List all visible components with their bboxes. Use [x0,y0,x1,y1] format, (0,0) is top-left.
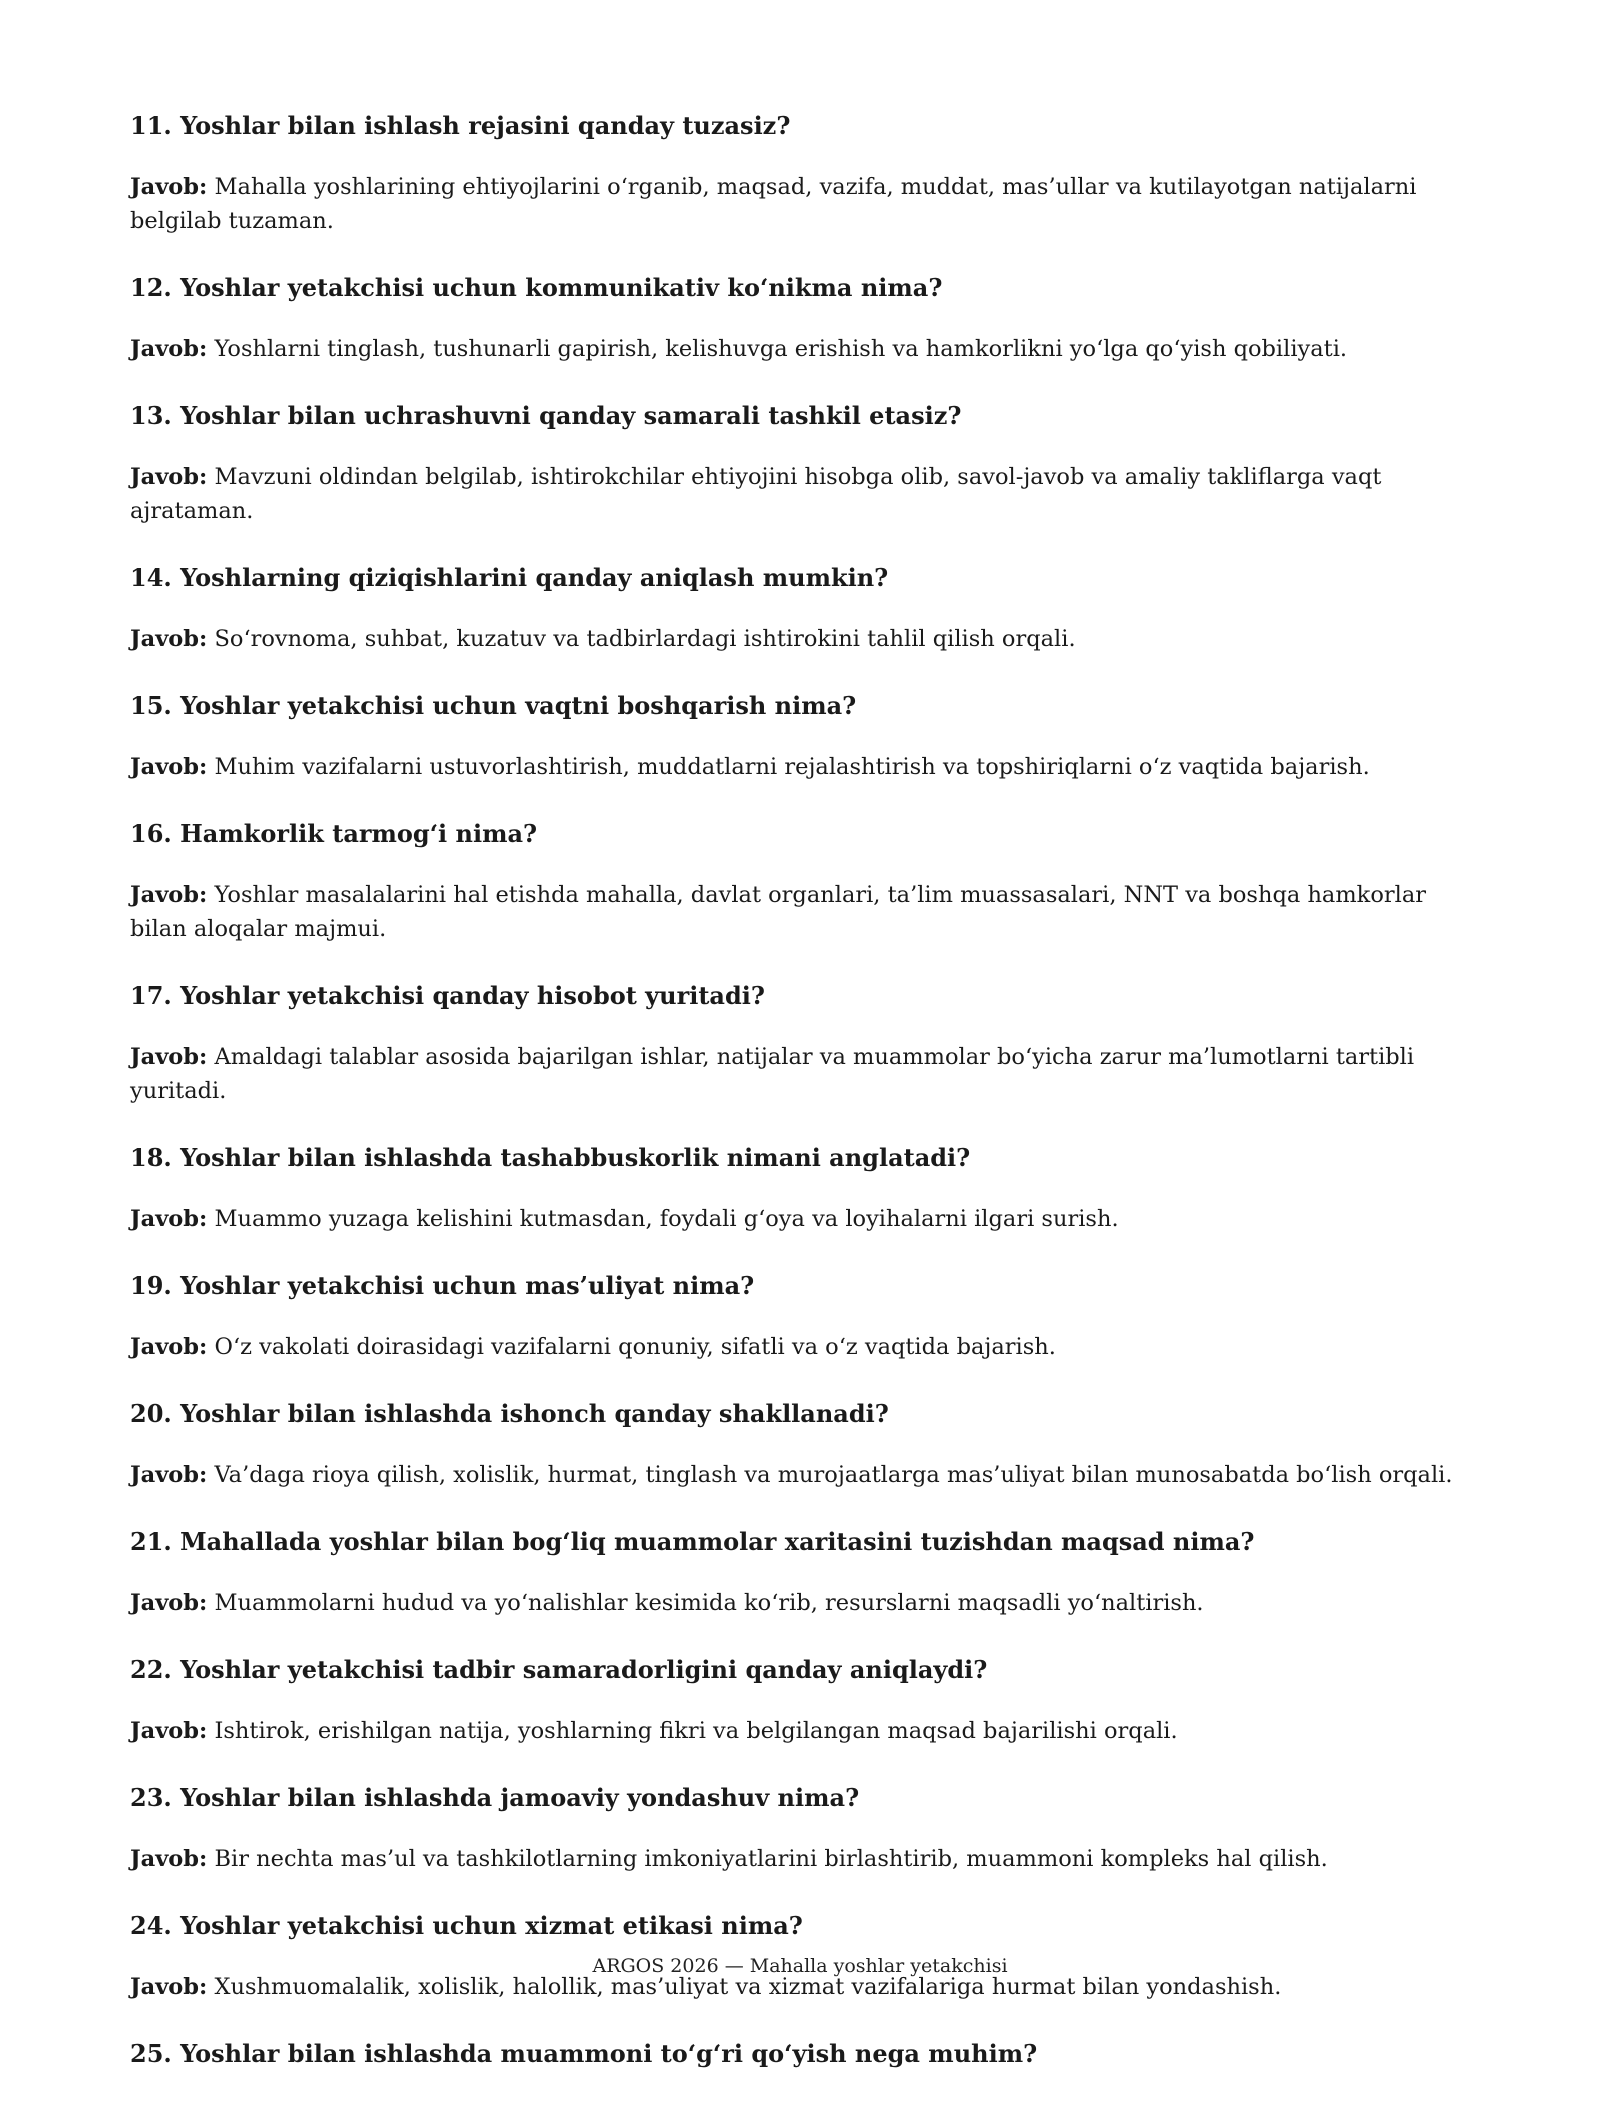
answer-label: Javob: [130,882,208,908]
answer-paragraph [130,332,1460,366]
question-heading: 16. Hamkorlik tarmog‘i nima? [130,819,538,848]
question-heading: 25. Yoshlar bilan ishlashda muammoni to‘g‘ri qo‘yish nega muhim? [130,2039,1038,2068]
question-heading: 20. Yoshlar bilan ishlashda ishonch qanday shakllanadi? [130,1399,889,1428]
answer-label: Javob: [130,174,208,200]
answer-paragraph [130,750,1460,784]
qa-item [130,1524,1460,1620]
qa-item [130,1140,1460,1236]
answer-label: Javob: [130,1462,208,1488]
question-heading: 11. Yoshlar bilan ishlash rejasini qanday tuzasiz? [130,111,791,140]
answer-label: Javob: [130,754,208,780]
answer-text: Muhim vazifalarni ustuvorlashtirish, muddatlarni rejalashtirish va topshiriqlarni o‘z vaqtida bajarish. [214,754,1370,780]
question-heading: 24. Yoshlar yetakchisi uchun xizmat etikasi nima? [130,1911,803,1940]
qa-item [130,2036,1460,2072]
question-heading: 21. Mahallada yoshlar bilan bog‘liq muammolar xaritasini tuzishdan maqsad nima? [130,1527,1255,1556]
answer-paragraph [130,170,1460,238]
answer-label: Javob: [130,1206,208,1232]
answer-paragraph [130,1458,1460,1492]
answer-text: O‘z vakolati doirasidagi vazifalarni qonuniy, sifatli va o‘z vaqtida bajarish. [214,1334,1056,1360]
qa-item [130,688,1460,784]
question-heading: 15. Yoshlar yetakchisi uchun vaqtni boshqarish nima? [130,691,857,720]
answer-paragraph [130,1586,1460,1620]
answer-text: Bir nechta mas’ul va tashkilotlarning imkoniyatlarini birlashtirib, muammoni kompleks hal qilish. [214,1846,1328,1872]
answer-text: Yoshlar masalalarini hal etishda mahalla, davlat organlari, ta’lim muassasalari, NNT va boshqa hamkorlar bilan aloqalar majmui. [130,882,1426,942]
answer-label: Javob: [130,1718,208,1744]
answer-paragraph [130,1202,1460,1236]
answer-paragraph [130,1714,1460,1748]
qa-item [130,560,1460,656]
qa-item [130,270,1460,366]
question-heading: 17. Yoshlar yetakchisi qanday hisobot yuritadi? [130,981,765,1010]
question-heading: 23. Yoshlar bilan ishlashda jamoaviy yondashuv nima? [130,1783,860,1812]
answer-label: Javob: [130,1590,208,1616]
page-footer: ARGOS 2026 — Mahalla yoshlar yetakchisi [592,1955,1008,1977]
qa-item [130,1780,1460,1876]
question-heading: 14. Yoshlarning qiziqishlarini qanday aniqlash mumkin? [130,563,889,592]
answer-label: Javob: [130,336,208,362]
answer-text: Muammolarni hudud va yo‘nalishlar kesimida ko‘rib, resurslarni maqsadli yo‘naltirish. [214,1590,1204,1616]
qa-item [130,398,1460,528]
question-heading: 13. Yoshlar bilan uchrashuvni qanday samarali tashkil etasiz? [130,401,962,430]
answer-text: Mahalla yoshlarining ehtiyojlarini o‘rganib, maqsad, vazifa, muddat, mas’ullar va kutilayotgan natijalarni belgilab tuzaman. [130,174,1417,234]
answer-text: Xushmuomalalik, xolislik, halollik, mas’uliyat va xizmat vazifalariga hurmat bilan yondashish. [214,1974,1282,2000]
qa-item [130,1652,1460,1748]
answer-text: Mavzuni oldindan belgilab, ishtirokchilar ehtiyojini hisobga olib, savol-javob va amaliy takliflarga vaqt ajrataman. [130,464,1382,524]
answer-paragraph [130,1330,1460,1364]
answer-label: Javob: [130,1044,208,1070]
answer-label: Javob: [130,464,208,490]
answer-text: Va’daga rioya qilish, xolislik, hurmat, tinglash va murojaatlarga mas’uliyat bilan munosabatda bo‘lish orqali. [214,1462,1453,1488]
answer-text: Muammo yuzaga kelishini kutmasdan, foydali g‘oya va loyihalarni ilgari surish. [214,1206,1119,1232]
answer-label: Javob: [130,626,208,652]
answer-text: So‘rovnoma, suhbat, kuzatuv va tadbirlardagi ishtirokini tahlil qilish orqali. [214,626,1076,652]
qa-item [130,978,1460,1108]
answer-paragraph [130,622,1460,656]
answer-paragraph [130,1040,1460,1108]
question-heading: 12. Yoshlar yetakchisi uchun kommunikativ ko‘nikma nima? [130,273,943,302]
question-heading: 19. Yoshlar yetakchisi uchun mas’uliyat nima? [130,1271,755,1300]
answer-paragraph [130,460,1460,528]
qa-list [130,108,1460,2104]
answer-label: Javob: [130,1974,208,2000]
answer-text: Amaldagi talablar asosida bajarilgan ishlar, natijalar va muammolar bo‘yicha zarur ma’lumotlarni tartibli yuritadi. [130,1044,1415,1104]
qa-item [130,1396,1460,1492]
answer-label: Javob: [130,1334,208,1360]
question-heading: 18. Yoshlar bilan ishlashda tashabbuskorlik nimani anglatadi? [130,1143,971,1172]
answer-text: Yoshlarni tinglash, tushunarli gapirish, kelishuvga erishish va hamkorlikni yo‘lga qo‘yish qobiliyati. [214,336,1348,362]
answer-paragraph [130,1842,1460,1876]
qa-item [130,816,1460,946]
answer-paragraph [130,878,1460,946]
answer-label: Javob: [130,1846,208,1872]
answer-text: Ishtirok, erishilgan natija, yoshlarning fikri va belgilangan maqsad bajarilishi orqali. [214,1718,1178,1744]
qa-item [130,108,1460,238]
qa-item [130,1268,1460,1364]
question-heading: 22. Yoshlar yetakchisi tadbir samaradorligini qanday aniqlaydi? [130,1655,988,1684]
